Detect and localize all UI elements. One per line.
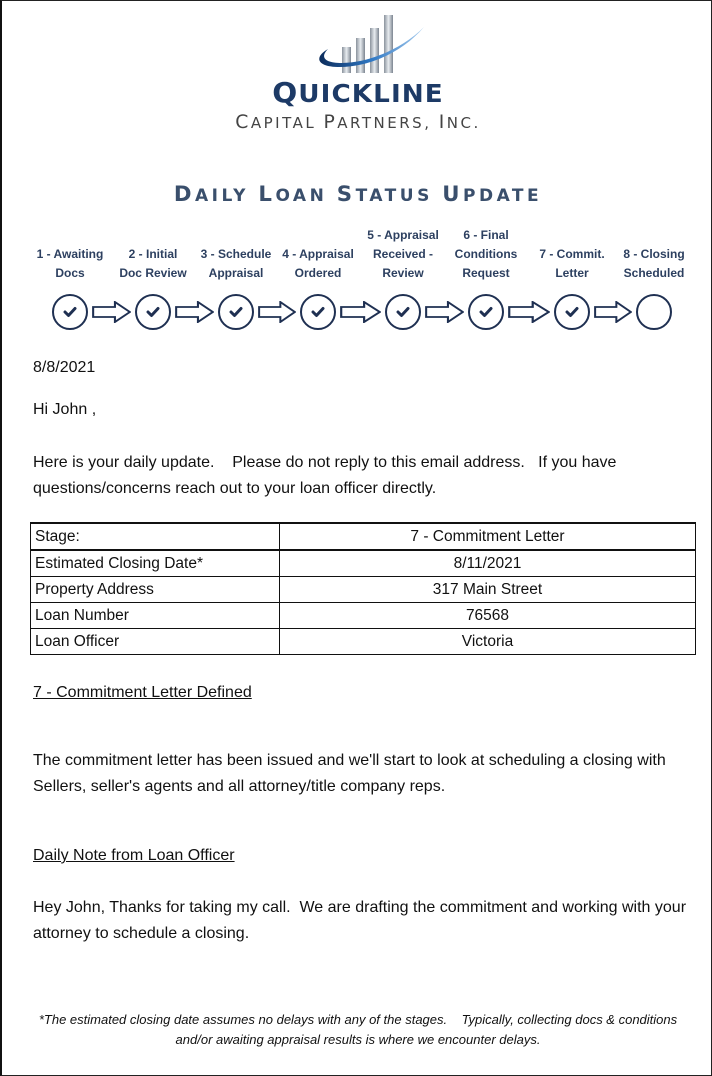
- table-row: [31, 550, 696, 577]
- loan-number-label: Loan Number: [31, 603, 280, 629]
- closing-date-label: Estimated Closing Date*: [31, 550, 280, 577]
- email-date: 8/8/2021: [33, 359, 96, 376]
- step-complete-circle: [218, 294, 254, 330]
- step-label-7: [529, 245, 615, 283]
- property-address-label: Property Address: [31, 577, 280, 603]
- arrow-right-icon: [258, 301, 296, 323]
- arrow-right-icon: [175, 301, 214, 323]
- table-row: [31, 629, 696, 655]
- stage-definition-heading: 7 - Commitment Letter Defined: [33, 684, 252, 701]
- step-label-8: [611, 245, 697, 283]
- loan-number-value: 76568: [280, 603, 696, 629]
- step-label-line: Request: [462, 266, 510, 280]
- loan-officer-label: Loan Officer: [31, 629, 280, 655]
- step-label-4: [275, 245, 361, 283]
- step-label-line: 4 - Appraisal: [282, 247, 354, 261]
- step-label-6: [443, 226, 529, 283]
- arrow-right-icon: [340, 301, 381, 323]
- step-complete-circle: [468, 294, 504, 330]
- step-label-line: 1 - Awaiting: [36, 247, 104, 261]
- property-address-value: 317 Main Street: [280, 577, 696, 603]
- step-label-line: Received -: [372, 247, 434, 261]
- arrow-right-icon: [425, 301, 464, 323]
- step-label-line: Letter: [555, 266, 589, 280]
- company-name: QUICKLINE: [272, 76, 444, 109]
- stage-label: Stage:: [31, 523, 280, 550]
- checkmark-icon: [479, 306, 493, 318]
- step-label-5: [360, 226, 446, 283]
- daily-note-text: Hey John, Thanks for taking my call. We are drafting the commitment and working with your attorney to schedule a closing.: [33, 899, 691, 942]
- quickline-logo-icon: [306, 9, 432, 81]
- company-subtitle: CAPITAL PARTNERS, INC.: [235, 112, 481, 133]
- step-label-line: Appraisal: [208, 266, 264, 280]
- daily-note-heading: Daily Note from Loan Officer: [33, 847, 235, 864]
- step-complete-circle: [385, 294, 421, 330]
- step-label-2: [110, 245, 196, 283]
- step-label-line: Conditions: [454, 247, 518, 261]
- page-title: DAILY LOAN STATUS UPDATE: [173, 182, 543, 207]
- loan-info-table: [30, 522, 696, 655]
- step-label-line: 2 - Initial: [128, 247, 178, 261]
- checkmark-icon: [311, 306, 325, 318]
- step-label-line: 6 - Final: [463, 228, 509, 242]
- checkmark-icon: [146, 306, 160, 318]
- greeting: Hi John ,: [33, 401, 97, 418]
- arrow-right-icon: [594, 301, 632, 323]
- step-pending-circle: [636, 294, 672, 330]
- closing-date-footnote: *The estimated closing date assumes no delays with any of the stages. Typically, collecting docs & conditions and/or awaiting appraisal results is where we encounter delays.: [38, 1012, 681, 1047]
- stage-value: 7 - Commitment Letter: [280, 523, 696, 550]
- step-label-line: Review: [382, 266, 424, 280]
- step-label-line: 5 - Appraisal: [367, 228, 439, 242]
- table-row: [31, 577, 696, 603]
- step-label-line: 7 - Commit.: [539, 247, 605, 261]
- step-complete-circle: [52, 294, 88, 330]
- step-label-line: Doc Review: [119, 266, 187, 280]
- step-complete-circle: [135, 294, 171, 330]
- step-label-line: Docs: [55, 266, 85, 280]
- arrow-right-icon: [92, 301, 131, 323]
- checkmark-icon: [396, 306, 410, 318]
- checkmark-icon: [565, 306, 579, 318]
- checkmark-icon: [229, 306, 243, 318]
- step-label-1: [27, 245, 113, 283]
- loan-officer-value: Victoria: [280, 629, 696, 655]
- step-label-3: [193, 245, 279, 283]
- table-row: [31, 603, 696, 629]
- step-label-line: Scheduled: [623, 266, 685, 280]
- table-row: [31, 523, 696, 550]
- stage-definition-text: The commitment letter has been issued and we'll start to look at scheduling a closing with Sellers, seller's agents and all attorney/title company reps.: [33, 752, 666, 795]
- step-complete-circle: [554, 294, 590, 330]
- step-label-line: 8 - Closing: [623, 247, 685, 261]
- closing-date-value: 8/11/2021: [280, 550, 696, 577]
- step-complete-circle: [300, 294, 336, 330]
- checkmark-icon: [63, 306, 77, 318]
- arrow-right-icon: [508, 301, 550, 323]
- step-label-line: Ordered: [294, 266, 342, 280]
- intro-paragraph: Here is your daily update. Please do not reply to this email address. If you have questions/concerns reach out to your loan officer directly.: [33, 454, 621, 497]
- step-label-line: 3 - Schedule: [200, 247, 272, 261]
